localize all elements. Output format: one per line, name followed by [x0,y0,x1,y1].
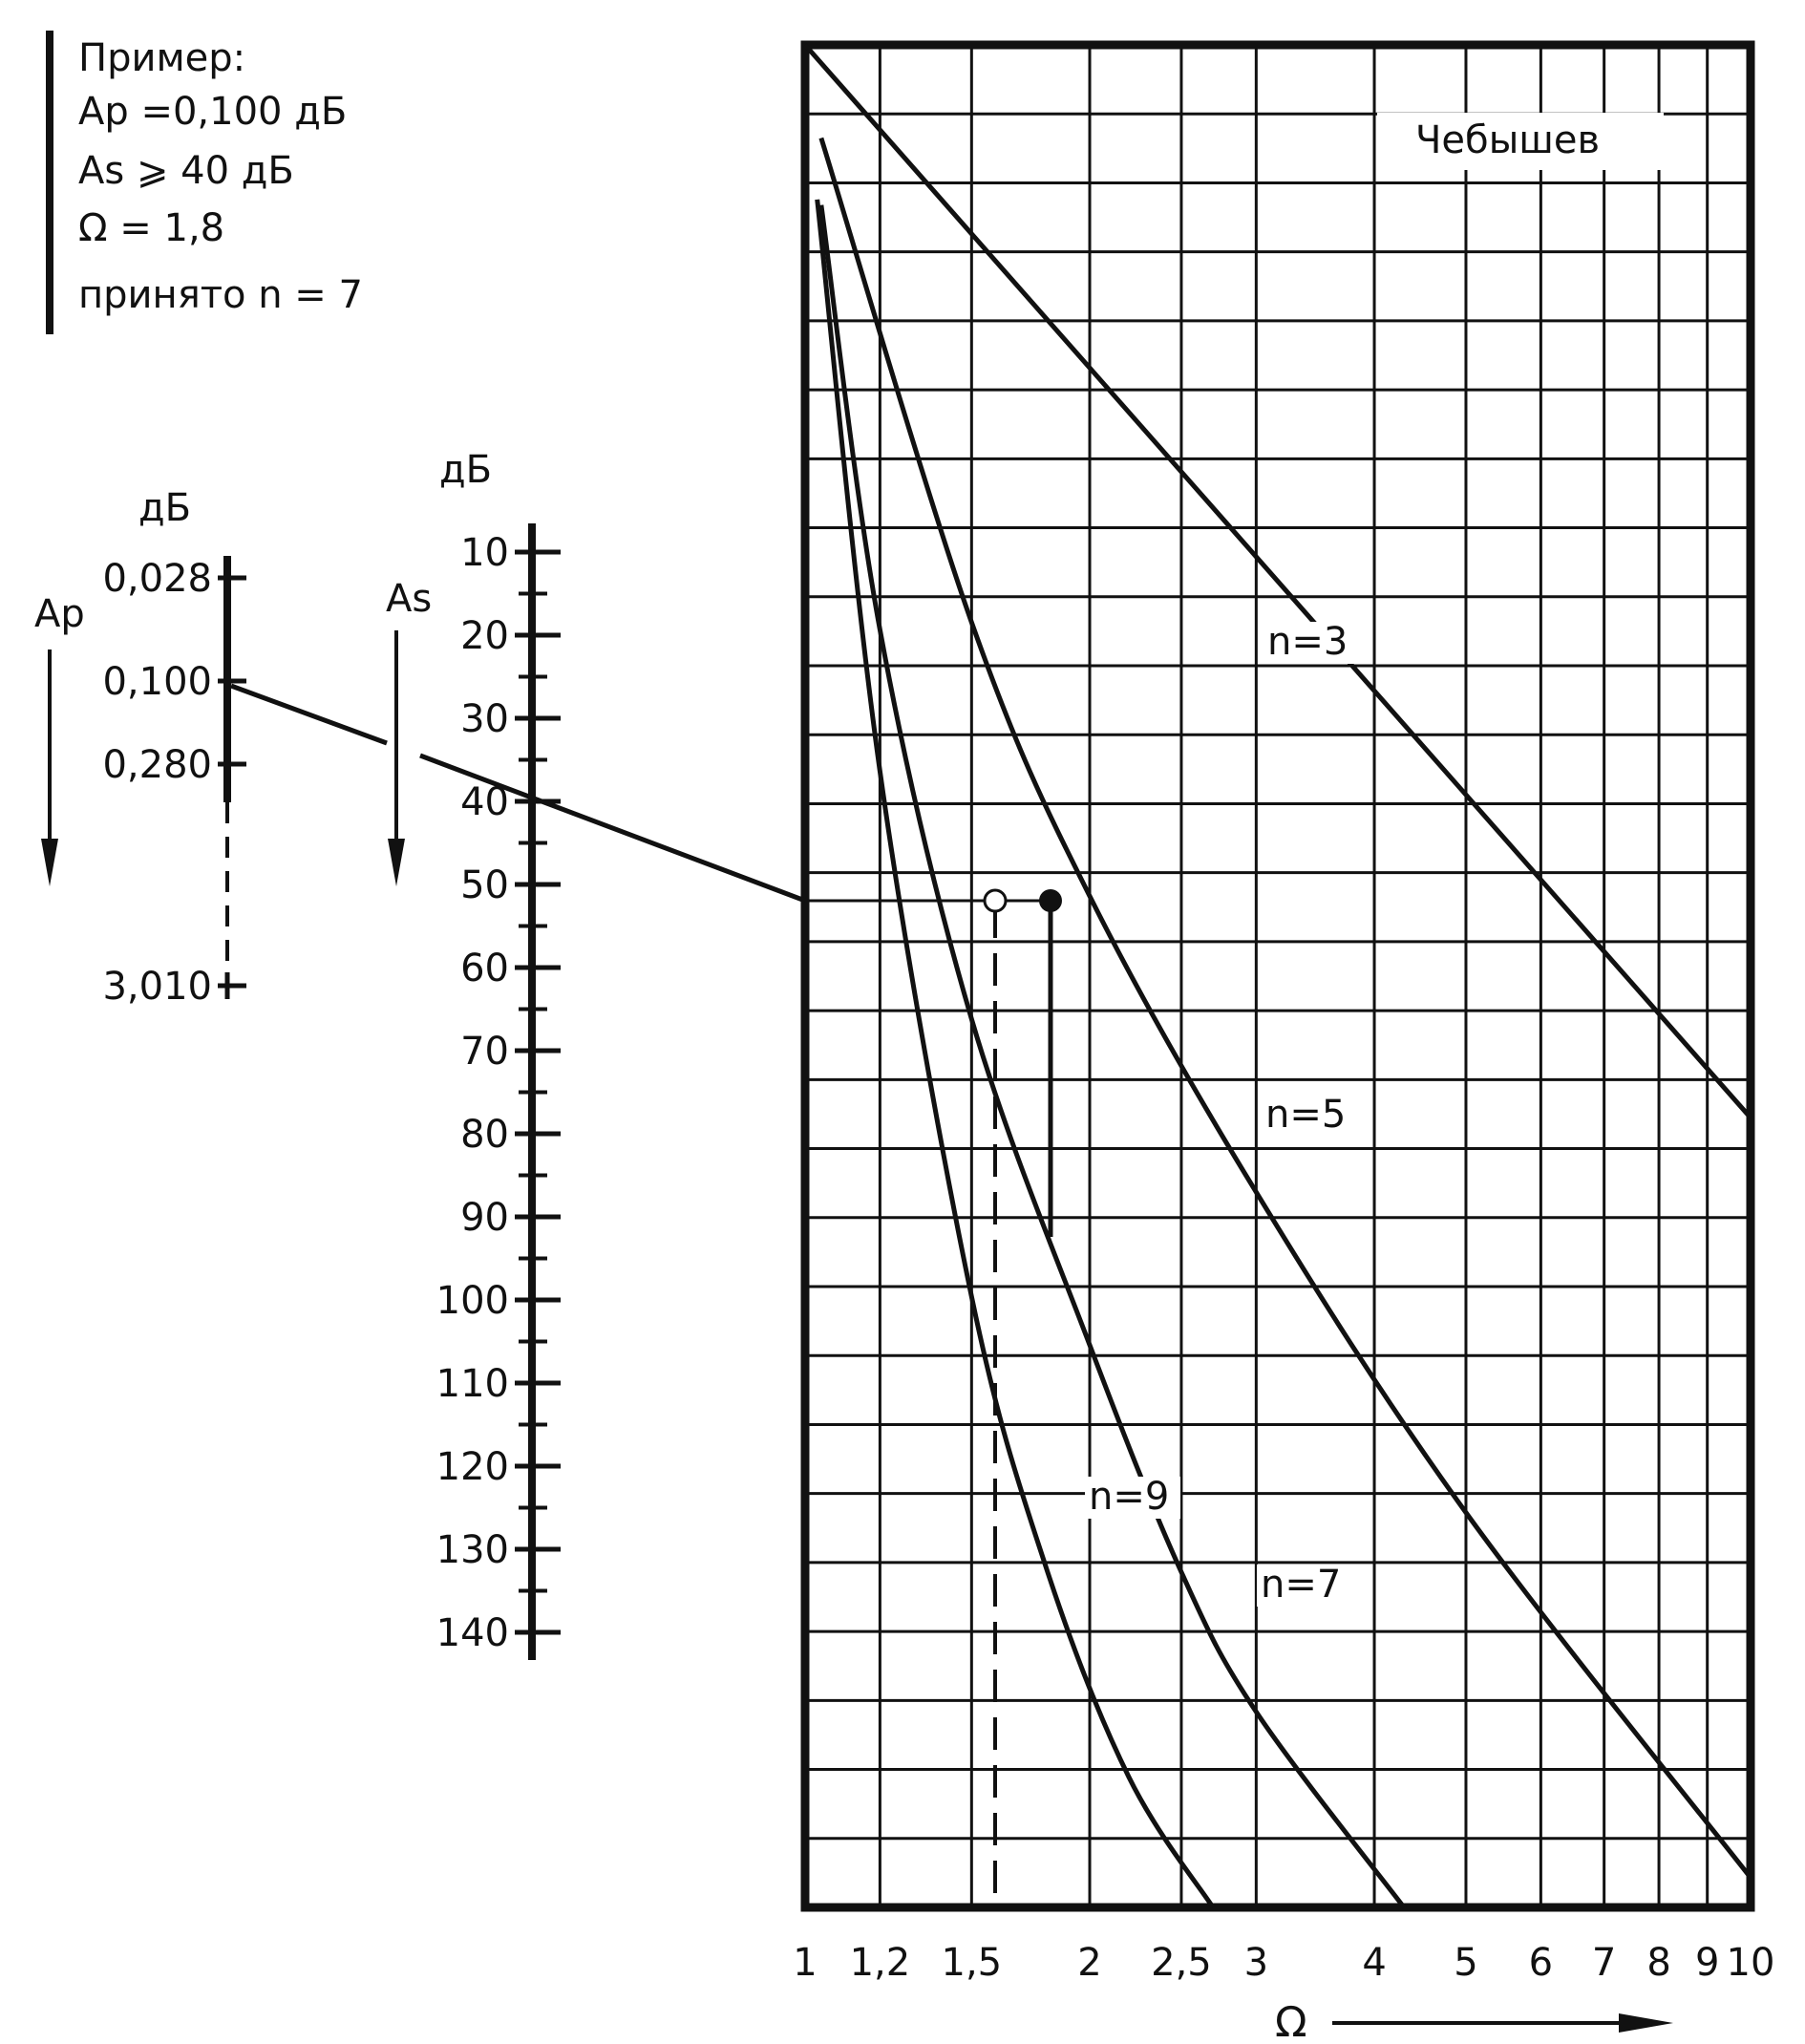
as-tick-label: 20 [460,614,509,658]
x-tick-label: 8 [1646,1941,1671,1985]
curve-n-5 [821,138,1751,1878]
as-tick-label: 70 [460,1030,509,1074]
as-tick-label: 80 [460,1113,509,1157]
as-tick-label: 120 [435,1445,509,1489]
curve-label: n=3 [1267,620,1348,664]
x-tick-label: 4 [1362,1941,1387,1985]
curve-label: n=9 [1089,1475,1170,1519]
chart [793,45,1774,2044]
curve-label: n=7 [1261,1563,1342,1607]
x-tick-label: 9 [1694,1941,1720,1985]
x-tick-label: 3 [1243,1941,1269,1985]
ap-unit: дБ [138,486,192,530]
as-tick-label: 30 [460,697,509,741]
as-tick-label: 60 [460,947,509,990]
construction-point-filled [1039,889,1062,912]
as-tick-label: 10 [460,531,509,575]
x-tick-label: 7 [1591,1941,1617,1985]
as-scale [386,448,561,1660]
example-omega: Ω = 1,8 [78,206,225,250]
chart-title: Чебышев [1415,118,1601,162]
construction-line-a [231,686,387,743]
as-tick-label: 40 [460,780,509,824]
ap-tick-label: 3,010 [102,965,212,1009]
x-tick-label: 1,2 [849,1941,911,1985]
as-ticks [515,552,561,1632]
x-axis-label: Ω [1275,1998,1307,2044]
curves [805,45,1751,1907]
construction-point-open [985,890,1006,911]
as-tick-label: 140 [435,1611,509,1655]
ap-tick-label: 0,028 [102,557,212,601]
as-arrow-head [388,839,405,886]
curve-n-9 [818,200,1213,1907]
as-tick-label: 110 [435,1362,509,1406]
x-tick-label: 6 [1528,1941,1554,1985]
ap-arrow-head [41,839,58,886]
x-tick-label: 10 [1726,1941,1775,1985]
ap-tick-label: 0,100 [102,660,212,704]
x-tick-label: 5 [1454,1941,1478,1985]
curve-n-7 [821,205,1404,1907]
chart-frame [805,45,1751,1907]
x-tick-labels [793,1941,1774,1985]
example-accepted: принято n = 7 [78,273,363,317]
grid-vertical [805,45,1751,1907]
example-heading: Пример: [78,36,246,80]
curve-label: n=5 [1265,1093,1347,1137]
ap-scale [34,486,246,1009]
curve-n-3 [805,45,1751,1118]
as-tick-label: 130 [435,1528,509,1572]
as-tick-labels [436,531,509,1655]
example-ap: Ap =0,100 дБ [78,90,348,134]
ap-tick-label: 0,280 [102,743,212,787]
as-tick-label: 50 [460,863,509,907]
as-unit: дБ [439,448,493,492]
x-tick-label: 1,5 [941,1941,1003,1985]
as-tick-label: 90 [460,1196,509,1240]
x-axis-arrow-head [1619,2013,1673,2033]
example-as: As ⩾ 40 дБ [78,149,294,193]
as-name: As [386,577,433,621]
x-tick-label: 2 [1077,1941,1102,1985]
x-tick-label: 2,5 [1151,1941,1212,1985]
example-construction [231,686,1062,1910]
x-tick-label: 1 [793,1941,818,1985]
example-box [50,31,363,334]
ap-name: Ap [34,592,85,636]
curve-labels [1085,620,1359,1607]
as-tick-label: 100 [435,1279,509,1323]
